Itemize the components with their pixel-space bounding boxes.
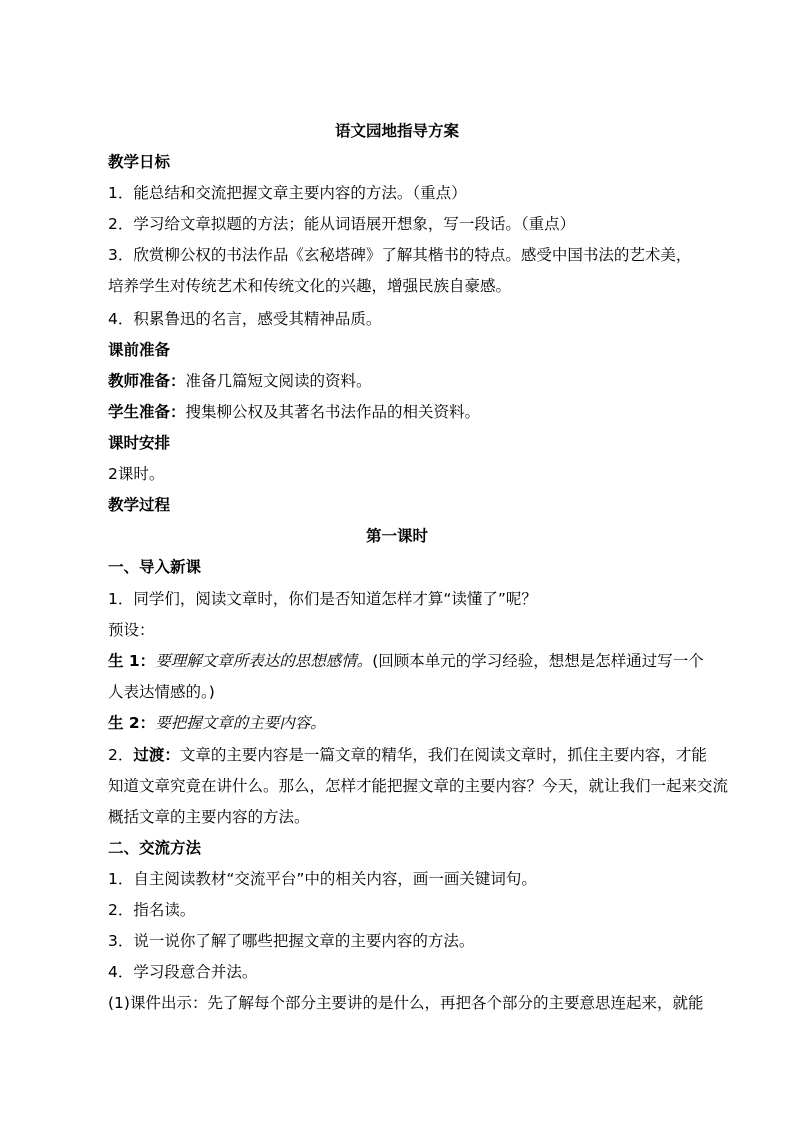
student-2-label: 生 2： [108, 714, 156, 732]
student-1-answer: 要理解文章所表达的思想感情。 [155, 652, 373, 670]
student-1-note: (回顾本单元的学习经验，想想是怎样通过写一个 [372, 652, 704, 670]
student-prep [108, 402, 718, 422]
teacher-prep-text: 准备几篇短文阅读的资料。 [185, 372, 372, 390]
document-title: 语文园地指导方案 [334, 122, 459, 140]
lesson-title: 第一课时 [365, 527, 428, 545]
section1-heading: 一、导入新课 [108, 558, 202, 576]
student-2-answer: 要把握文章的主要内容。 [155, 714, 326, 732]
preset-label: 预设： [108, 621, 155, 639]
goal-item-3: 3．欣赏柳公权的书法作品《玄秘塔碑》了解其楷书的特点。感受中国书法的艺术美， [108, 246, 692, 264]
transition-label: 过渡： [133, 746, 180, 764]
goal-item-4: 4．积累鲁迅的名言，感受其精神品质。 [108, 310, 382, 328]
section2-heading: 二、交流方法 [108, 839, 202, 857]
step-2: 2．指名读。 [108, 901, 196, 919]
teacher-prep-label: 教师准备： [108, 372, 186, 390]
transition-text-1: 文章的主要内容是一篇文章的精华，我们在阅读文章时，抓住主要内容，才能 [179, 746, 707, 764]
goal-item-2: 2．学习给文章拟题的方法；能从词语展开想象，写一段话。（重点） [108, 215, 576, 233]
transition-line-3: 概括文章的主要内容的方法。 [108, 808, 310, 826]
process-heading: 教学过程 [108, 496, 171, 514]
step-1: 1．自主阅读教材“交流平台”中的相关内容，画一画关键词句。 [108, 870, 537, 888]
prep-heading: 课前准备 [108, 341, 171, 359]
student-prep-text: 搜集柳公权及其著名书法作品的相关资料。 [185, 403, 481, 421]
student-answer-2 [108, 713, 718, 733]
transition-line-2: 知道文章究竟在讲什么。那么，怎样才能把握文章的主要内容？今天，就让我们一起来交流 [108, 777, 729, 795]
step-4: 4．学习段意合并法。 [108, 963, 258, 981]
courseware-line: (1)课件出示：先了解每个部分主要讲的是什么，再把各个部分的主要意思连起来，就能 [108, 994, 704, 1012]
goal-item-1: 1．能总结和交流把握文章主要内容的方法。（重点） [108, 184, 467, 202]
teacher-prep [108, 371, 718, 391]
student-prep-label: 学生准备： [108, 403, 186, 421]
step-3: 3．说一说你了解了哪些把握文章的主要内容的方法。 [108, 932, 475, 950]
transition-line-1 [108, 745, 718, 765]
question-1: 1．同学们，阅读文章时，你们是否知道怎样才算“读懂了”呢？ [108, 590, 537, 608]
student-answer-1-continued: 人表达情感的。) [108, 683, 215, 701]
goals-heading: 教学日标 [108, 153, 171, 171]
schedule-heading: 课时安排 [108, 434, 171, 452]
goal-item-3-continued: 培养学生对传统艺术和传统文化的兴趣，增强民族自豪感。 [108, 277, 512, 295]
student-answer-1 [108, 651, 718, 671]
schedule-text: 2课时。 [108, 465, 165, 483]
transition-number: 2． [108, 746, 134, 764]
student-1-label: 生 1： [108, 652, 156, 670]
